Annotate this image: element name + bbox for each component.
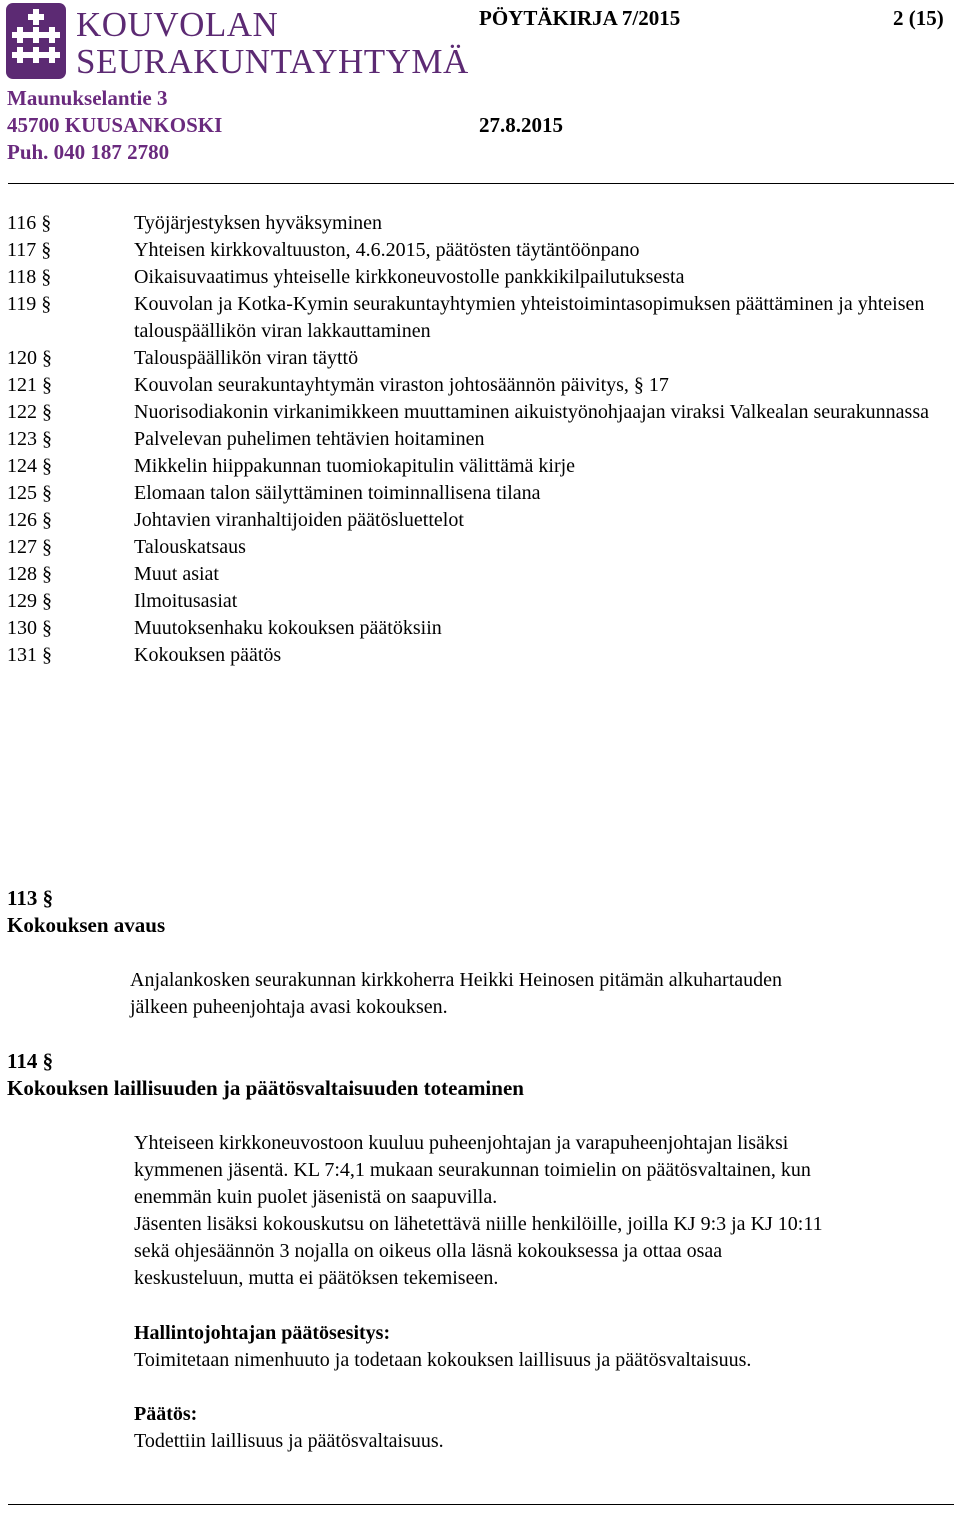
agenda-number: 122 § [7, 401, 52, 423]
list-item [7, 399, 957, 426]
address-city: 45700 KUUSANKOSKI [7, 113, 223, 137]
agenda-number: 118 § [7, 266, 52, 288]
agenda-title: Työjärjestyksen hyväksyminen [134, 212, 382, 234]
agenda-number: 129 § [7, 590, 52, 612]
agenda-title: Mikkelin hiippakunnan tuomiokapitulin välittämä kirje [134, 455, 576, 477]
list-item [7, 345, 957, 372]
agenda-title: Nuorisodiakonin virkanimikkeen muuttaminen aikuistyönohjaajan viraksi Valkealan seurakunnassa [134, 401, 929, 423]
agenda-title: Talouspäällikön viran täyttö [134, 347, 359, 369]
org-name-line2: SEURAKUNTAYHTYMÄ [76, 42, 469, 81]
agenda-number: 126 § [7, 509, 52, 531]
list-item [7, 615, 957, 642]
section-113-text-line: jälkeen puheenjohtaja avasi kokouksen. [130, 996, 448, 1018]
agenda-number: 121 § [7, 374, 52, 396]
list-item [7, 291, 957, 345]
section-114-text-line: enemmän kuin puolet jäsenistä on saapuvilla. [134, 1186, 498, 1208]
list-item [7, 372, 957, 399]
list-item [7, 534, 957, 561]
agenda-number: 116 § [7, 212, 52, 234]
list-item [7, 561, 957, 588]
phone-number: Puh. 040 187 2780 [7, 140, 170, 164]
section-114-heading: Kokouksen laillisuuden ja päätösvaltaisuuden toteaminen [7, 1076, 524, 1100]
agenda-title: Palvelevan puhelimen tehtävien hoitaminen [134, 428, 485, 450]
section-113-text-line: Anjalankosken seurakunnan kirkkoherra Heikki Heinosen pitämän alkuhartauden [130, 969, 783, 991]
list-item [7, 210, 957, 237]
list-item [7, 507, 957, 534]
agenda-title: Yhteisen kirkkovaltuuston, 4.6.2015, päätösten täytäntöönpano [134, 239, 640, 261]
section-113-number: 113 § [7, 886, 54, 910]
agenda-number: 128 § [7, 563, 52, 585]
list-item [7, 264, 957, 291]
decision-label: Päätös: [134, 1403, 198, 1425]
agenda-number: 124 § [7, 455, 52, 477]
agenda-title: Elomaan talon säilyttäminen toiminnallisena tilana [134, 482, 541, 504]
section-113-heading: Kokouksen avaus [7, 913, 166, 937]
agenda-number: 127 § [7, 536, 52, 558]
agenda-title: Kouvolan seurakuntayhtymän viraston johtosäännön päivitys, § 17 [134, 374, 669, 396]
section-114-number: 114 § [7, 1049, 54, 1073]
page-number: 2 (15) [893, 6, 944, 30]
agenda-number: 120 § [7, 347, 52, 369]
list-item [7, 642, 957, 669]
agenda-title: Ilmoitusasiat [134, 590, 238, 612]
agenda-number: 125 § [7, 482, 52, 504]
list-item [7, 588, 957, 615]
meeting-date: 27.8.2015 [479, 113, 563, 137]
proposal-label: Hallintojohtajan päätösesitys: [134, 1322, 391, 1344]
document-title: PÖYTÄKIRJA 7/2015 [479, 6, 681, 30]
agenda-title: Muut asiat [134, 563, 219, 585]
agenda-number: 131 § [7, 644, 52, 666]
list-item [7, 237, 957, 264]
agenda-number: 119 § [7, 293, 52, 315]
header-divider [8, 183, 954, 184]
decision-text: Todettiin laillisuus ja päätösvaltaisuus. [134, 1430, 444, 1452]
agenda-title: Johtavien viranhaltijoiden päätösluettelot [134, 509, 464, 531]
org-name-line1: KOUVOLAN [76, 5, 279, 44]
list-item [7, 453, 957, 480]
agenda-number: 117 § [7, 239, 52, 261]
list-item [7, 480, 957, 507]
section-114-text-line: sekä ohjesäännön 3 nojalla on oikeus olla läsnä kokouksessa ja ottaa osaa [134, 1240, 723, 1262]
agenda-title: Talouskatsaus [134, 536, 246, 558]
section-114-text-line: Jäsenten lisäksi kokouskutsu on lähetettävä niille henkilöille, joilla KJ 9:3 ja KJ 10:11 [134, 1213, 823, 1235]
agenda-title: Kouvolan ja Kotka-Kymin seurakuntayhtymien yhteistoimintasopimuksen päättäminen ja yhteisen talouspäällikön viran lakkauttaminen [134, 293, 925, 342]
section-114-text-line: kymmenen jäsentä. KL 7:4,1 mukaan seurakunnan toimielin on päätösvaltainen, kun [134, 1159, 811, 1181]
proposal-text: Toimitetaan nimenhuuto ja todetaan kokouksen laillisuus ja päätösvaltaisuus. [134, 1349, 752, 1371]
address-street: Maunukselantie 3 [7, 86, 168, 110]
section-114-text-line: Yhteiseen kirkkoneuvostoon kuuluu puheenjohtajan ja varapuheenjohtajan lisäksi [134, 1132, 789, 1154]
agenda-number: 123 § [7, 428, 52, 450]
section-114-text-line: keskusteluun, mutta ei päätöksen tekemiseen. [134, 1267, 499, 1289]
agenda-number: 130 § [7, 617, 52, 639]
agenda-list [7, 210, 957, 669]
footer-divider [8, 1504, 954, 1505]
agenda-title: Kokouksen päätös [134, 644, 282, 666]
cross-emblem-icon [6, 3, 66, 79]
agenda-title: Muutoksenhaku kokouksen päätöksiin [134, 617, 442, 639]
list-item [7, 426, 957, 453]
agenda-title: Oikaisuvaatimus yhteiselle kirkkoneuvostolle pankkikilpailutuksesta [134, 266, 685, 288]
